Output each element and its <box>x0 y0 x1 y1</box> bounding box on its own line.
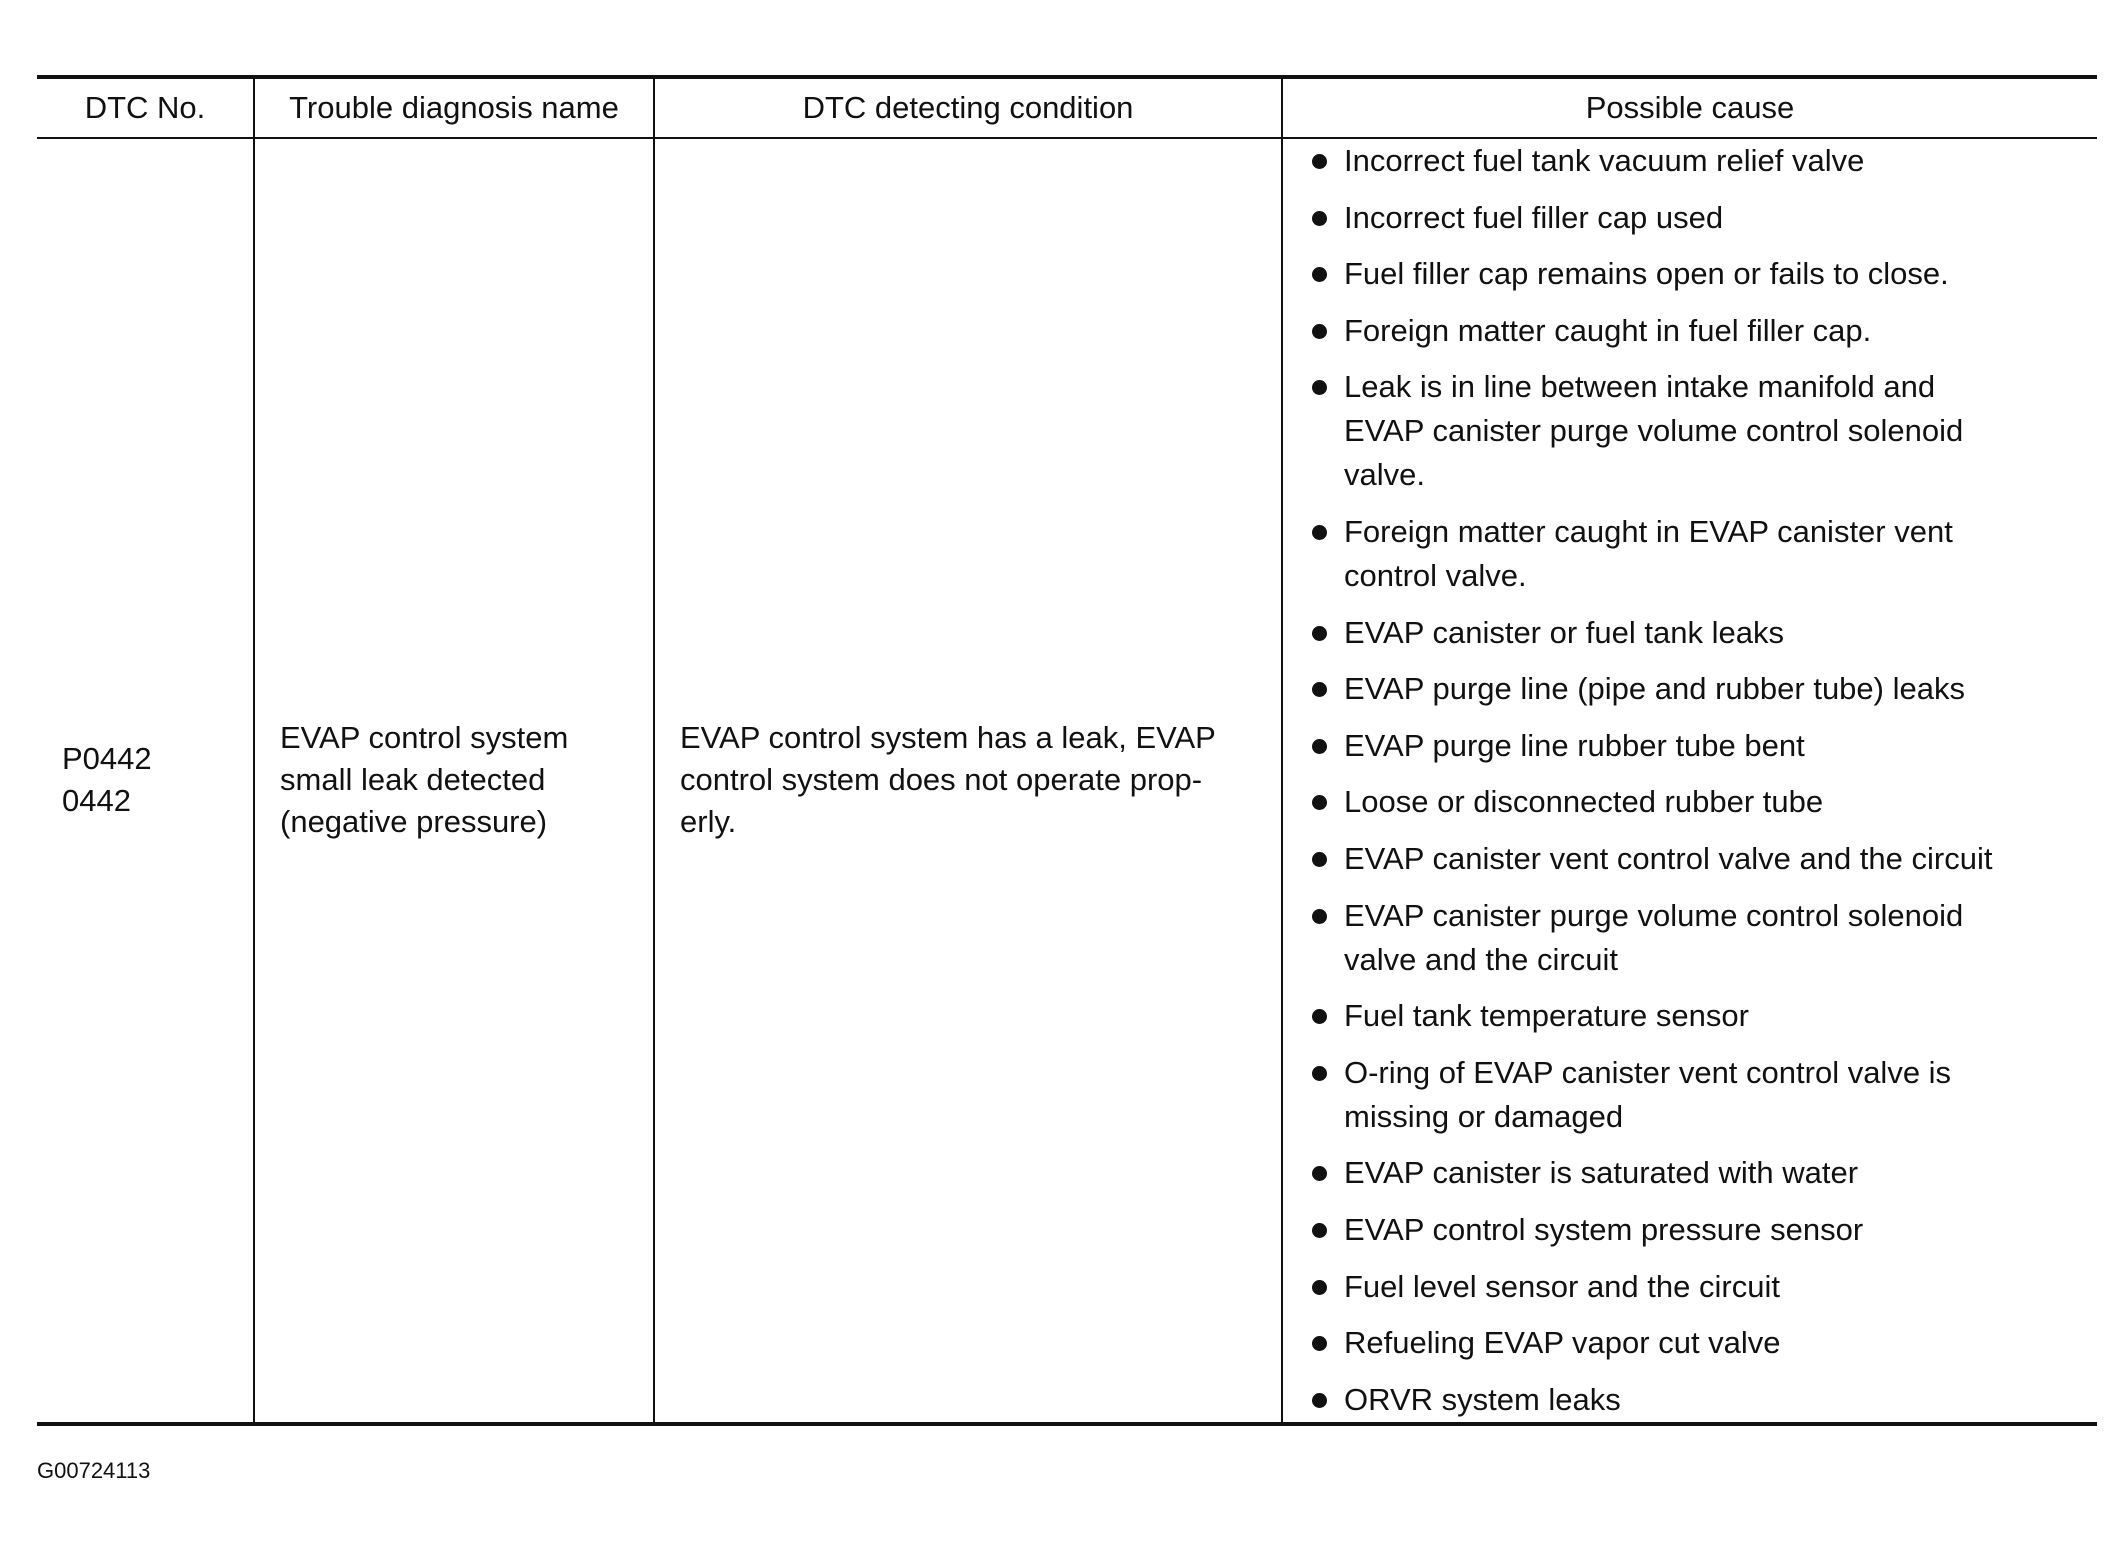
dtc-table <box>37 75 2097 1426</box>
bullet-icon <box>1312 852 1327 867</box>
bullet-icon <box>1312 1066 1327 1081</box>
list-item <box>1308 1051 2072 1139</box>
bullet-icon <box>1312 267 1327 282</box>
bullet-icon <box>1312 909 1327 924</box>
table-header-row <box>37 77 2097 138</box>
possible-cause-text: Fuel level sensor and the circuit <box>1344 1268 1780 1304</box>
list-item <box>1308 196 2072 240</box>
header-trouble-diagnosis-name: Trouble diagnosis name <box>254 77 654 138</box>
possible-cause-text: missing or damaged <box>1344 1098 1624 1134</box>
possible-cause-text: EVAP canister is saturated with water <box>1344 1155 1859 1191</box>
list-item <box>1308 139 2072 183</box>
bullet-icon <box>1312 154 1327 169</box>
dtc-code-line: 0442 <box>62 783 131 819</box>
bullet-icon <box>1312 324 1327 339</box>
bullet-icon <box>1312 1223 1327 1238</box>
bullet-icon <box>1312 795 1327 810</box>
list-item <box>1308 252 2072 296</box>
possible-cause-text: valve. <box>1344 457 1425 493</box>
detecting-condition-cell <box>654 138 1282 1424</box>
possible-cause-text: EVAP control system pressure sensor <box>1344 1211 1864 1247</box>
dtc-table-container <box>37 75 2097 1426</box>
list-item <box>1308 994 2072 1038</box>
bullet-icon <box>1312 682 1327 697</box>
list-item <box>1308 1151 2072 1195</box>
possible-cause-text: valve and the circuit <box>1344 941 1618 977</box>
list-item <box>1308 724 2072 768</box>
list-item <box>1308 1208 2072 1252</box>
possible-cause-text: Fuel filler cap remains open or fails to close. <box>1344 256 1949 292</box>
possible-cause-text: Foreign matter caught in EVAP canister vent <box>1344 513 1953 549</box>
table-row <box>37 138 2097 1424</box>
bullet-icon <box>1312 626 1327 641</box>
bullet-icon <box>1312 739 1327 754</box>
possible-cause-text: Incorrect fuel tank vacuum relief valve <box>1344 143 1865 178</box>
possible-cause-list <box>1308 139 2072 1422</box>
detecting-condition-line: erly. <box>680 804 737 840</box>
header-dtc-detecting-condition: DTC detecting condition <box>654 77 1282 138</box>
bullet-icon <box>1312 380 1327 395</box>
dtc-code-line: P0442 <box>62 741 152 777</box>
list-item <box>1308 837 2072 881</box>
list-item <box>1308 894 2072 982</box>
possible-cause-text: EVAP purge line rubber tube bent <box>1344 727 1805 763</box>
possible-cause-text: EVAP canister or fuel tank leaks <box>1344 614 1784 650</box>
possible-cause-text: Foreign matter caught in fuel filler cap. <box>1344 312 1872 348</box>
bullet-icon <box>1312 1336 1327 1351</box>
list-item <box>1308 611 2072 655</box>
bullet-icon <box>1312 525 1327 540</box>
detecting-condition-line: control system does not operate prop- <box>680 762 1203 798</box>
figure-id: G00724113 <box>37 1458 151 1483</box>
dtc-number-cell <box>37 138 254 1424</box>
list-item <box>1308 510 2072 598</box>
diagnosis-name-line: EVAP control system <box>280 720 569 756</box>
diagnosis-name-line: (negative pressure) <box>280 804 548 840</box>
possible-cause-text: control valve. <box>1344 557 1527 593</box>
diagnosis-name-cell <box>254 138 654 1424</box>
possible-cause-text: Loose or disconnected rubber tube <box>1344 784 1824 820</box>
bullet-icon <box>1312 1393 1327 1408</box>
bullet-icon <box>1312 1280 1327 1295</box>
bullet-icon <box>1312 1166 1327 1181</box>
bullet-icon <box>1312 211 1327 226</box>
possible-cause-text: EVAP canister purge volume control solenoid <box>1344 413 1964 449</box>
bullet-icon <box>1312 1009 1327 1024</box>
possible-cause-text: Fuel tank temperature sensor <box>1344 998 1749 1034</box>
list-item <box>1308 667 2072 711</box>
list-item <box>1308 309 2072 353</box>
list-item <box>1308 1265 2072 1309</box>
possible-cause-text: Leak is in line between intake manifold and <box>1344 369 1936 405</box>
possible-cause-text: O-ring of EVAP canister vent control valve is <box>1344 1054 1952 1090</box>
possible-cause-text: ORVR system leaks <box>1344 1381 1621 1417</box>
list-item <box>1308 1378 2072 1422</box>
list-item <box>1308 780 2072 824</box>
possible-cause-text: EVAP canister purge volume control solenoid <box>1344 897 1964 933</box>
possible-cause-text: EVAP canister vent control valve and the circuit <box>1344 840 1993 876</box>
header-dtc-no: DTC No. <box>37 77 254 138</box>
list-item <box>1308 1321 2072 1365</box>
detecting-condition-line: EVAP control system has a leak, EVAP <box>680 720 1216 756</box>
possible-cause-text: Refueling EVAP vapor cut valve <box>1344 1325 1781 1361</box>
header-possible-cause: Possible cause <box>1282 77 2097 138</box>
possible-cause-text: Incorrect fuel filler cap used <box>1344 199 1724 235</box>
possible-cause-text: EVAP purge line (pipe and rubber tube) leaks <box>1344 671 1965 707</box>
diagnosis-name-line: small leak detected <box>280 762 546 798</box>
possible-cause-cell <box>1282 138 2097 1424</box>
list-item <box>1308 365 2072 497</box>
